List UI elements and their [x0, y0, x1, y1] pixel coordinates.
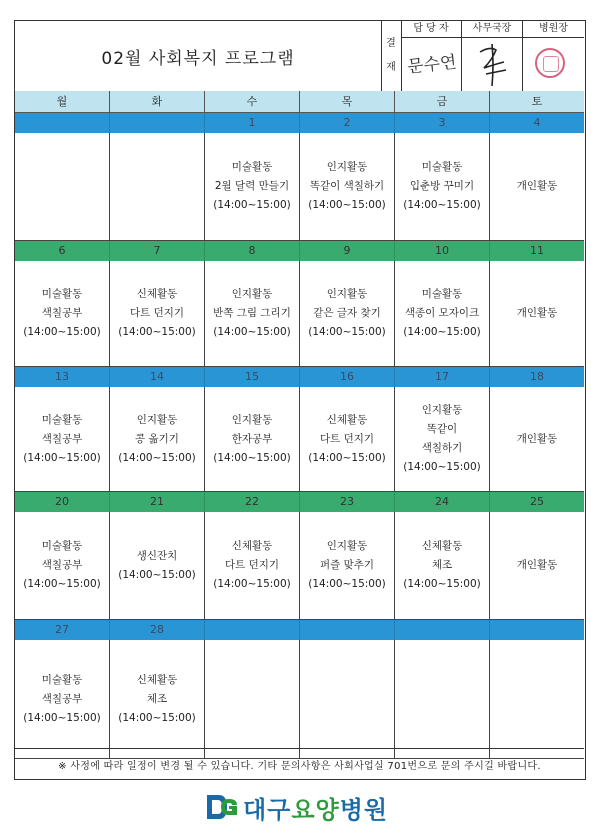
- date-number: [205, 620, 300, 640]
- notice: ※ 사정에 따라 일정이 변경 될 수 있습니다. 기타 문의사항은 사회사업실 701번으로 문의 주시길 바랍니다.: [15, 748, 584, 779]
- activity-cell: 신체활동 다트 던지기 (14:00~15:00): [110, 261, 205, 366]
- staff-signature: 문수연: [406, 52, 458, 78]
- date-number: 16: [300, 367, 395, 387]
- activity-cell: 미술활동 색종이 모자이크 (14:00~15:00): [395, 261, 490, 366]
- activity-cell: 개인활동: [516, 432, 558, 445]
- approval-director-label: 사무국장: [462, 21, 522, 38]
- activity-row: [15, 640, 584, 759]
- activity-cell: 미술활동 색칠공부 (14:00~15:00): [15, 512, 110, 619]
- activity-cell: 생신잔치 (14:00~15:00): [110, 512, 205, 619]
- date-number: 11: [530, 244, 544, 257]
- page-title: 02월 사회복지 프로그램: [15, 21, 382, 91]
- weekday-header: [15, 91, 584, 113]
- activity-cell: 미술활동 입춘방 꾸미기 (14:00~15:00): [395, 133, 490, 240]
- activity-cell: 인지활동 콩 옮기기 (14:00~15:00): [110, 387, 205, 491]
- weekday-4: 금: [395, 91, 490, 112]
- activity-row: [15, 512, 584, 620]
- activity-cell: 개인활동: [516, 307, 558, 319]
- date-number: 20: [15, 492, 110, 512]
- activity-cell: 미술활동 색칠공부 (14:00~15:00): [15, 261, 110, 366]
- activity-row: [15, 133, 584, 241]
- approval-label-1: 결: [386, 38, 396, 49]
- activity-cell: 인지활동 같은 글자 찾기 (14:00~15:00): [300, 261, 395, 366]
- weekday-2: 수: [205, 91, 300, 112]
- date-number: 24: [395, 492, 490, 512]
- activity-cell: 신체활동 다트 던지기 (14:00~15:00): [205, 512, 300, 619]
- logo-name-part-1: 대구: [243, 795, 292, 824]
- activity-cell: 개인활동: [516, 180, 558, 192]
- weekday-0: 월: [15, 91, 110, 112]
- date-number: [490, 620, 584, 640]
- date-number: 2: [300, 113, 395, 133]
- date-number: 17: [395, 367, 490, 387]
- activity-cell: 개인활동: [516, 559, 558, 571]
- activity-cell: [110, 133, 205, 240]
- date-number: 4: [533, 116, 541, 129]
- date-row: [15, 113, 584, 133]
- header: [15, 21, 584, 92]
- activity-cell: 인지활동 퍼즐 맞추기 (14:00~15:00): [300, 512, 395, 619]
- date-number: 25: [530, 495, 544, 508]
- date-number: [15, 113, 110, 133]
- approval-head: [523, 21, 584, 91]
- seal-stamp: [535, 48, 565, 78]
- activity-cell: 인지활동 반쪽 그림 그리기 (14:00~15:00): [205, 261, 300, 366]
- approval-box: [401, 21, 584, 91]
- approval-director: [462, 21, 523, 91]
- activity-row: [15, 387, 584, 492]
- date-number: 1: [205, 113, 300, 133]
- date-number: [395, 620, 490, 640]
- calendar: [15, 91, 584, 759]
- schedule-sheet: [14, 20, 586, 780]
- activity-cell: 인지활동 똑같이 색칠하기 (14:00~15:00): [300, 133, 395, 240]
- date-number: 10: [395, 241, 490, 261]
- date-number: 3: [395, 113, 490, 133]
- hospital-logo: [205, 788, 388, 826]
- logo-name-part-2: 요양: [291, 795, 340, 824]
- approval-staff-label: 담 당 자: [401, 21, 461, 38]
- activity-row: [15, 261, 584, 367]
- date-number: 15: [205, 367, 300, 387]
- activity-cell: 신체활동 다트 던지기 (14:00~15:00): [300, 387, 395, 491]
- weekday-1: 화: [110, 91, 205, 112]
- activity-cell: 미술활동 색칠공부 (14:00~15:00): [15, 640, 110, 758]
- date-number: 7: [110, 241, 205, 261]
- date-number: [300, 620, 395, 640]
- date-number: 6: [15, 241, 110, 261]
- director-signature: [462, 38, 523, 92]
- date-row: [15, 620, 584, 640]
- date-number: 14: [110, 367, 205, 387]
- date-row: [15, 241, 584, 261]
- date-number: 8: [205, 241, 300, 261]
- activity-cell: 인지활동 한자공부 (14:00~15:00): [205, 387, 300, 491]
- logo-icon: [205, 791, 239, 823]
- date-number: 21: [110, 492, 205, 512]
- date-row: [15, 492, 584, 512]
- date-number: [110, 113, 205, 133]
- date-number: 9: [300, 241, 395, 261]
- date-number: 13: [15, 367, 110, 387]
- approval-label: [381, 21, 402, 91]
- date-row: [15, 367, 584, 387]
- activity-cell: 신체활동 체조 (14:00~15:00): [395, 512, 490, 619]
- logo-name: [243, 790, 388, 825]
- date-number: 28: [110, 620, 205, 640]
- date-number: 23: [300, 492, 395, 512]
- weekday-3: 목: [300, 91, 395, 112]
- approval-label-2: 재: [386, 62, 396, 73]
- date-number: 18: [530, 370, 544, 383]
- weekday-5: 토: [531, 95, 543, 108]
- logo-name-part-3: 병원: [339, 795, 389, 824]
- activity-cell: 신체활동 체조 (14:00~15:00): [110, 640, 205, 758]
- activity-cell: [395, 640, 490, 758]
- activity-cell: [205, 640, 300, 758]
- activity-cell: 인지활동 똑같이 색칠하기 (14:00~15:00): [395, 387, 490, 491]
- activity-cell: [490, 640, 584, 758]
- activity-cell: 미술활동 2월 달력 만들기 (14:00~15:00): [205, 133, 300, 240]
- approval-staff: [401, 21, 462, 91]
- date-number: 22: [205, 492, 300, 512]
- activity-cell: [300, 640, 395, 758]
- approval-head-label: 병원장: [523, 21, 584, 38]
- activity-cell: 미술활동 색칠공부 (14:00~15:00): [15, 387, 110, 491]
- date-number: 27: [15, 620, 110, 640]
- activity-cell: [15, 133, 110, 240]
